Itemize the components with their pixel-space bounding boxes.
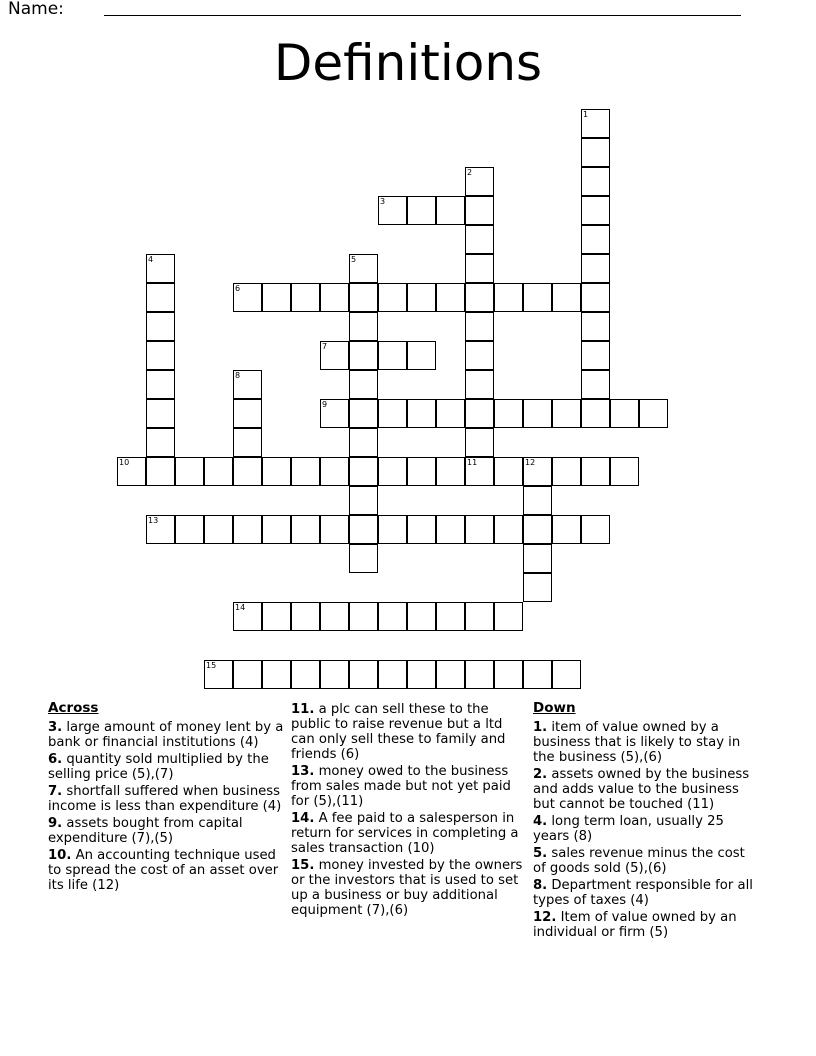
grid-cell[interactable] bbox=[204, 457, 233, 486]
clue-number: 13 bbox=[148, 516, 159, 525]
grid-cell[interactable] bbox=[581, 457, 610, 486]
grid-cell[interactable] bbox=[523, 486, 552, 515]
grid-cell[interactable] bbox=[436, 602, 465, 631]
grid-cell[interactable] bbox=[233, 399, 262, 428]
grid-cell[interactable] bbox=[407, 515, 436, 544]
grid-cell[interactable] bbox=[320, 660, 349, 689]
grid-cell[interactable] bbox=[494, 602, 523, 631]
clue-text: shortfall suffered when business income is less than expenditure (4) bbox=[48, 784, 282, 814]
clue-number: 1. bbox=[533, 720, 548, 735]
grid-cell[interactable] bbox=[465, 660, 494, 689]
grid-cell[interactable] bbox=[581, 399, 610, 428]
across-clue bbox=[291, 858, 527, 918]
clue-number: 5 bbox=[351, 255, 357, 264]
clue-number: 4 bbox=[148, 255, 154, 264]
grid-cell[interactable] bbox=[581, 283, 610, 312]
grid-cell[interactable] bbox=[407, 399, 436, 428]
clue-text: An accounting technique used to spread the cost of an asset over its life (12) bbox=[48, 848, 279, 893]
grid-cell[interactable] bbox=[378, 341, 407, 370]
grid-cell[interactable] bbox=[233, 515, 262, 544]
grid-cell[interactable] bbox=[465, 370, 494, 399]
grid-cell[interactable] bbox=[349, 341, 378, 370]
grid-cell[interactable] bbox=[233, 428, 262, 457]
across-clue bbox=[291, 811, 527, 856]
clue-number: 12 bbox=[525, 458, 536, 467]
clue-text: assets owned by the business and adds value to the business but cannot be touched (11) bbox=[533, 767, 750, 812]
clue-text: A fee paid to a salesperson in return for services in completing a sales transaction (10) bbox=[291, 811, 519, 856]
grid-cell[interactable] bbox=[436, 283, 465, 312]
grid-cell[interactable] bbox=[378, 196, 407, 225]
grid-cell[interactable] bbox=[465, 428, 494, 457]
down-clue bbox=[533, 910, 758, 940]
clue-text: item of value owned by a business that is likely to stay in the business (5),(6) bbox=[533, 720, 741, 765]
clue-number: 11. bbox=[291, 702, 315, 717]
grid-cell[interactable] bbox=[639, 399, 668, 428]
grid-cell[interactable] bbox=[436, 515, 465, 544]
grid-cell[interactable] bbox=[378, 660, 407, 689]
grid-cell[interactable] bbox=[262, 660, 291, 689]
grid-cell[interactable] bbox=[465, 312, 494, 341]
grid-cell[interactable] bbox=[320, 515, 349, 544]
grid-cell[interactable] bbox=[465, 515, 494, 544]
clue-number: 5. bbox=[533, 846, 548, 861]
grid-cell[interactable] bbox=[581, 341, 610, 370]
grid-cell[interactable] bbox=[291, 283, 320, 312]
clue-text: large amount of money lent by a bank or financial institutions (4) bbox=[48, 720, 284, 750]
grid-cell[interactable] bbox=[378, 457, 407, 486]
grid-cell[interactable] bbox=[146, 341, 175, 370]
clue-number: 15. bbox=[291, 858, 315, 873]
grid-cell[interactable] bbox=[523, 660, 552, 689]
clue-number: 11 bbox=[467, 458, 478, 467]
grid-cell[interactable] bbox=[349, 515, 378, 544]
grid-cell[interactable] bbox=[407, 660, 436, 689]
across-clue bbox=[48, 816, 286, 846]
grid-cell[interactable] bbox=[494, 457, 523, 486]
grid-cell[interactable] bbox=[146, 515, 175, 544]
grid-cell[interactable] bbox=[494, 660, 523, 689]
grid-cell[interactable] bbox=[465, 399, 494, 428]
grid-cell[interactable] bbox=[320, 399, 349, 428]
grid-cell[interactable] bbox=[349, 660, 378, 689]
clue-number: 15 bbox=[206, 661, 217, 670]
clue-number: 8. bbox=[533, 878, 548, 893]
grid-cell[interactable] bbox=[320, 341, 349, 370]
grid-cell[interactable] bbox=[523, 515, 552, 544]
grid-cell[interactable] bbox=[262, 602, 291, 631]
clue-number: 2 bbox=[467, 168, 473, 177]
grid-cell[interactable] bbox=[320, 457, 349, 486]
grid-cell[interactable] bbox=[320, 283, 349, 312]
grid-cell[interactable] bbox=[320, 602, 349, 631]
grid-cell[interactable] bbox=[581, 225, 610, 254]
grid-cell[interactable] bbox=[378, 515, 407, 544]
grid-cell[interactable] bbox=[465, 196, 494, 225]
grid-cell[interactable] bbox=[349, 370, 378, 399]
grid-cell[interactable] bbox=[146, 399, 175, 428]
down-clue bbox=[533, 878, 758, 908]
clue-number: 9. bbox=[48, 816, 63, 831]
across-heading: Across bbox=[48, 700, 99, 716]
grid-cell[interactable] bbox=[146, 283, 175, 312]
clue-text: sales revenue minus the cost of goods sold (5),(6) bbox=[533, 846, 745, 876]
down-clue bbox=[533, 814, 758, 844]
across-clue bbox=[48, 848, 286, 893]
grid-cell[interactable] bbox=[349, 283, 378, 312]
grid-cell[interactable] bbox=[175, 457, 204, 486]
grid-cell[interactable] bbox=[581, 138, 610, 167]
clue-number: 7 bbox=[322, 342, 328, 351]
grid-cell[interactable] bbox=[349, 486, 378, 515]
clue-text: money invested by the owners or the investors that is used to set up a business or buy additional equipment (7),(6) bbox=[291, 858, 523, 918]
clue-number: 2. bbox=[533, 767, 548, 782]
clue-number: 10. bbox=[48, 848, 72, 863]
grid-cell[interactable] bbox=[233, 457, 262, 486]
across-clue bbox=[48, 784, 286, 814]
grid-cell[interactable] bbox=[523, 544, 552, 573]
across-clues bbox=[48, 700, 286, 895]
clue-number: 10 bbox=[119, 458, 130, 467]
grid-cell[interactable] bbox=[581, 109, 610, 138]
grid-cell[interactable] bbox=[233, 283, 262, 312]
clue-number: 12. bbox=[533, 910, 557, 925]
grid-cell[interactable] bbox=[146, 428, 175, 457]
clue-text: assets bought from capital expenditure (7),(5) bbox=[48, 816, 243, 846]
clue-number: 14 bbox=[235, 603, 246, 612]
grid-cell[interactable] bbox=[349, 312, 378, 341]
grid-cell[interactable] bbox=[378, 602, 407, 631]
grid-cell[interactable] bbox=[262, 515, 291, 544]
grid-cell[interactable] bbox=[291, 515, 320, 544]
across-clue bbox=[48, 720, 286, 750]
grid-cell[interactable] bbox=[436, 457, 465, 486]
grid-cell[interactable] bbox=[407, 196, 436, 225]
across-clue bbox=[291, 764, 527, 809]
grid-cell[interactable] bbox=[581, 312, 610, 341]
grid-cell[interactable] bbox=[465, 602, 494, 631]
clue-text: money owed to the business from sales made but not yet paid for (5),(11) bbox=[291, 764, 511, 809]
grid-cell[interactable] bbox=[407, 457, 436, 486]
across-clue bbox=[48, 752, 286, 782]
grid-cell[interactable] bbox=[291, 660, 320, 689]
grid-cell[interactable] bbox=[610, 399, 639, 428]
clue-text: quantity sold multiplied by the selling price (5),(7) bbox=[48, 752, 269, 782]
name-label: Name: bbox=[8, 0, 64, 19]
grid-cell[interactable] bbox=[552, 660, 581, 689]
grid-cell[interactable] bbox=[146, 254, 175, 283]
grid-cell[interactable] bbox=[262, 283, 291, 312]
clue-text: a plc can sell these to the public to raise revenue but a ltd can only sell these to family and friends (6) bbox=[291, 702, 506, 762]
grid-cell[interactable] bbox=[581, 167, 610, 196]
clue-number: 3. bbox=[48, 720, 63, 735]
grid-cell[interactable] bbox=[552, 515, 581, 544]
grid-cell[interactable] bbox=[378, 283, 407, 312]
page-title: Definitions bbox=[273, 34, 543, 92]
grid-cell[interactable] bbox=[523, 283, 552, 312]
grid-cell[interactable] bbox=[581, 370, 610, 399]
down-clue bbox=[533, 720, 758, 765]
grid-cell[interactable] bbox=[523, 573, 552, 602]
grid-cell[interactable] bbox=[465, 283, 494, 312]
clue-number: 6. bbox=[48, 752, 63, 767]
grid-cell[interactable] bbox=[378, 399, 407, 428]
grid-cell[interactable] bbox=[146, 370, 175, 399]
clue-text: Department responsible for all types of taxes (4) bbox=[533, 878, 753, 908]
clue-number: 6 bbox=[235, 284, 241, 293]
grid-cell[interactable] bbox=[581, 515, 610, 544]
grid-cell[interactable] bbox=[494, 399, 523, 428]
grid-cell[interactable] bbox=[349, 457, 378, 486]
grid-cell[interactable] bbox=[349, 428, 378, 457]
clue-text: Item of value owned by an individual or firm (5) bbox=[533, 910, 737, 940]
grid-cell[interactable] bbox=[349, 602, 378, 631]
grid-cell[interactable] bbox=[117, 457, 146, 486]
grid-cell[interactable] bbox=[233, 660, 262, 689]
grid-cell[interactable] bbox=[175, 515, 204, 544]
grid-cell[interactable] bbox=[204, 660, 233, 689]
down-clue bbox=[533, 846, 758, 876]
clue-number: 4. bbox=[533, 814, 548, 829]
grid-cell[interactable] bbox=[233, 602, 262, 631]
clue-number: 13. bbox=[291, 764, 315, 779]
down-clue bbox=[533, 767, 758, 812]
grid-cell[interactable] bbox=[552, 399, 581, 428]
grid-cell[interactable] bbox=[552, 457, 581, 486]
grid-cell[interactable] bbox=[465, 225, 494, 254]
grid-cell[interactable] bbox=[407, 341, 436, 370]
grid-cell[interactable] bbox=[523, 457, 552, 486]
grid-cell[interactable] bbox=[465, 457, 494, 486]
grid-cell[interactable] bbox=[233, 370, 262, 399]
clue-number: 14. bbox=[291, 811, 315, 826]
grid-cell[interactable] bbox=[436, 399, 465, 428]
across-clue bbox=[291, 702, 527, 762]
grid-cell[interactable] bbox=[407, 602, 436, 631]
clue-number: 1 bbox=[583, 110, 589, 119]
grid-cell[interactable] bbox=[349, 399, 378, 428]
grid-cell[interactable] bbox=[291, 457, 320, 486]
grid-cell[interactable] bbox=[436, 196, 465, 225]
grid-cell[interactable] bbox=[581, 196, 610, 225]
clue-number: 7. bbox=[48, 784, 63, 799]
grid-cell[interactable] bbox=[291, 602, 320, 631]
clue-text: long term loan, usually 25 years (8) bbox=[533, 814, 724, 844]
clue-number: 9 bbox=[322, 400, 328, 409]
grid-cell[interactable] bbox=[262, 457, 291, 486]
grid-cell[interactable] bbox=[610, 457, 639, 486]
grid-cell[interactable] bbox=[349, 544, 378, 573]
down-clues bbox=[533, 700, 758, 942]
grid-cell[interactable] bbox=[552, 283, 581, 312]
grid-cell[interactable] bbox=[407, 283, 436, 312]
grid-cell[interactable] bbox=[465, 341, 494, 370]
grid-cell[interactable] bbox=[465, 167, 494, 196]
grid-cell[interactable] bbox=[146, 457, 175, 486]
down-heading: Down bbox=[533, 700, 576, 716]
grid-cell[interactable] bbox=[465, 254, 494, 283]
grid-cell[interactable] bbox=[349, 254, 378, 283]
grid-cell[interactable] bbox=[494, 515, 523, 544]
across-clues-continued bbox=[291, 702, 527, 920]
clue-number: 3 bbox=[380, 197, 386, 206]
grid-cell[interactable] bbox=[494, 283, 523, 312]
grid-cell[interactable] bbox=[436, 660, 465, 689]
grid-cell[interactable] bbox=[204, 515, 233, 544]
grid-cell[interactable] bbox=[523, 399, 552, 428]
grid-cell[interactable] bbox=[146, 312, 175, 341]
clue-number: 8 bbox=[235, 371, 241, 380]
grid-cell[interactable] bbox=[581, 254, 610, 283]
